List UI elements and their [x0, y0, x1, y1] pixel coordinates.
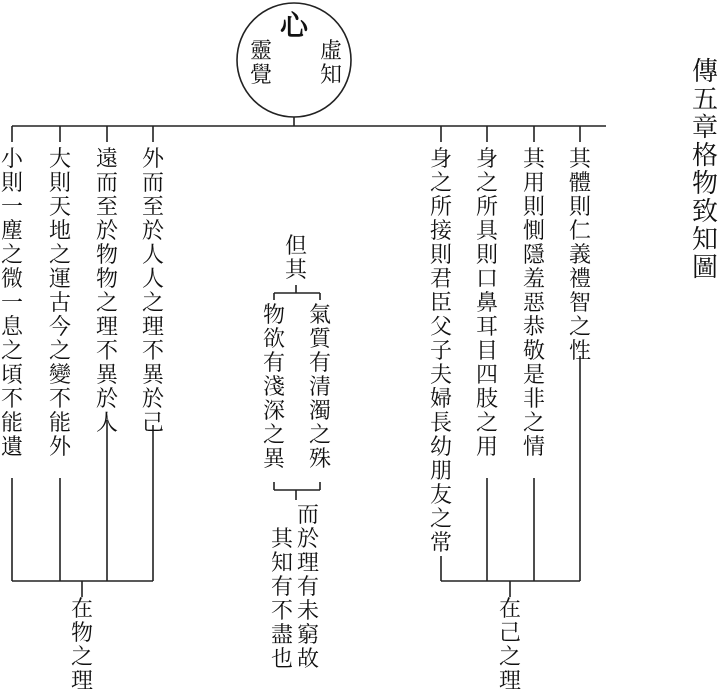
- heart-label: 心: [280, 9, 309, 42]
- center-column-1: 氣 質 有 清 濁 之 殊: [308, 303, 331, 472]
- self-column-1: 其 體 則 仁 義 禮 智 之 性: [568, 147, 591, 364]
- heart-left-column: 靈 覺: [249, 39, 272, 88]
- center-heading: 但 其: [284, 234, 307, 283]
- things-summary: 在 物 之 理: [70, 597, 93, 694]
- center-conclusion-1: 而 於 理 有 未 窮 故: [296, 503, 319, 672]
- diagram-title: 傳 五 章 格 物 致 知 圖: [691, 57, 718, 283]
- heart-right-column: 虛 知: [319, 39, 342, 88]
- things-column-4: 小 則 一 塵 之 微 一 息 之 頃 不 能 遺: [0, 147, 23, 460]
- self-column-4: 身 之 所 接 則 君 臣 父 子 夫 婦 長 幼 朋 友 之 常: [429, 147, 452, 556]
- things-column-1: 外 而 至 於 人 人 之 理 不 異 於 己: [141, 147, 164, 436]
- self-column-3: 身 之 所 具 則 口 鼻 耳 目 四 肢 之 用: [475, 147, 498, 460]
- things-column-2: 遠 而 至 於 物 物 之 理 不 異 於 人: [95, 147, 118, 436]
- self-column-2: 其 用 則 惻 隱 羞 惡 恭 敬 是 非 之 情: [522, 147, 545, 460]
- center-column-2: 物 欲 有 淺 深 之 異: [262, 303, 285, 472]
- self-summary: 在 己 之 理: [498, 597, 521, 694]
- center-conclusion-2: 其 知 有 不 盡 也: [270, 527, 293, 672]
- things-column-3: 大 則 天 地 之 運 古 今 之 變 不 能 外: [48, 147, 71, 460]
